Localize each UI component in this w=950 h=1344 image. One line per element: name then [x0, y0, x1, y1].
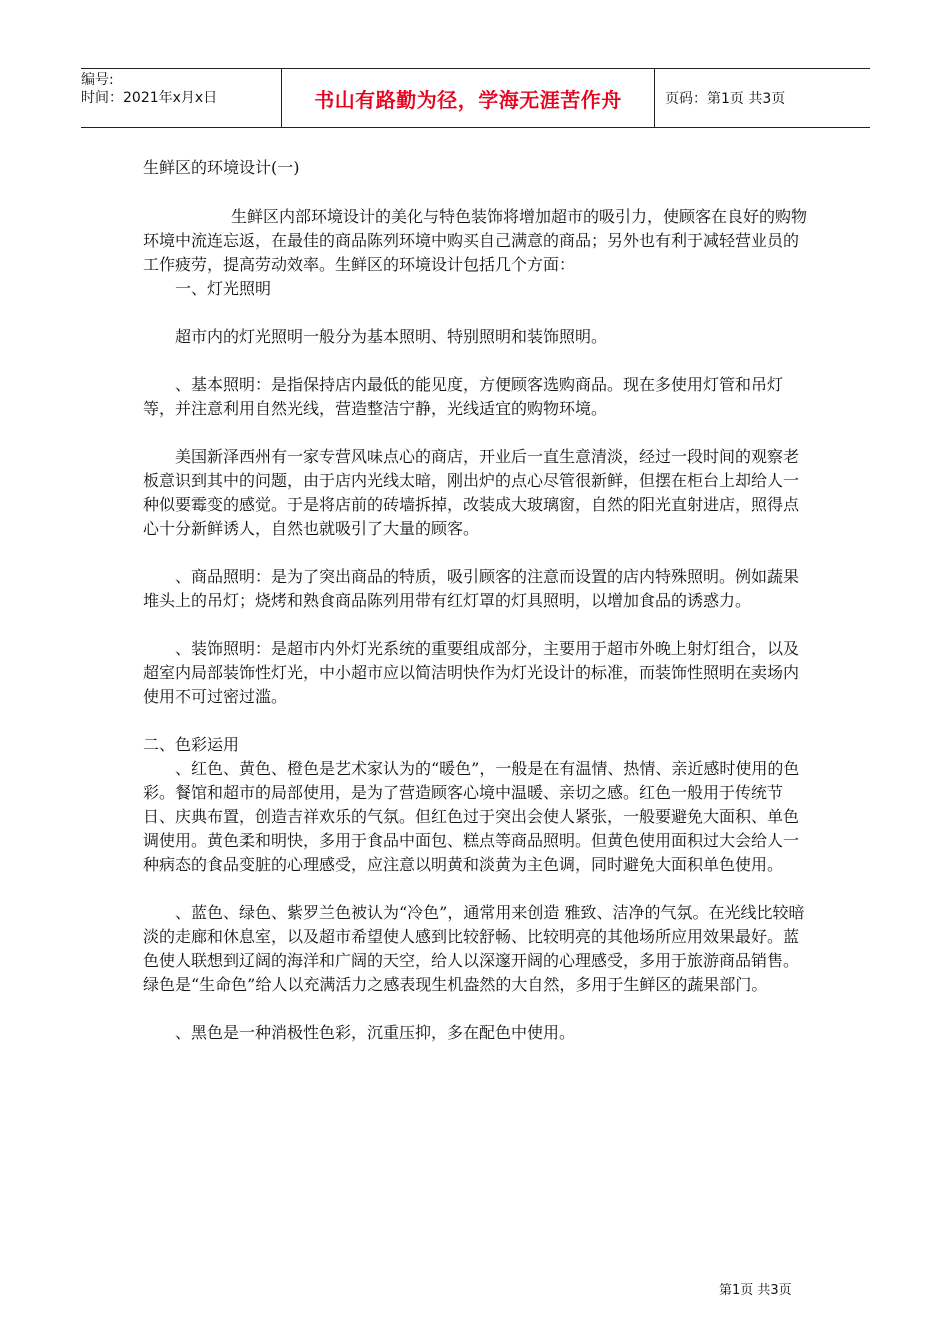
page-label: 页码：第1页 共3页 [665, 91, 786, 107]
document-title: 生鲜区的环境设计(一) [143, 158, 300, 177]
paragraph: 美国新泽西州有一家专营风味点心的商店，开业后一直生意清淡，经过一段时间的观察老板意识到其中的问题，由于店内光线太暗，刚出炉的点心尽管很新鲜，但摆在柜台上却给人一种似要霉变的感觉。于是将店前的砖墙拆掉，改装成大玻璃窗，自然的阳光直射进店，照得点心十分新鲜诱人，自然也就吸引了大量的顾客。 [143, 447, 800, 538]
header-page-cell [655, 69, 870, 127]
paragraph: 、黑色是一种消极性色彩，沉重压抑，多在配色中使用。 [175, 1023, 576, 1042]
paragraph: 、商品照明：是为了突出商品的特质，吸引顾客的注意而设置的店内特殊照明。例如蔬果堆头上的吊灯；烧烤和熟食商品陈列用带有红灯罩的灯具照明，以增加食品的诱惑力。 [143, 567, 800, 610]
header-motto-cell [281, 69, 655, 127]
section-heading-lighting: 一、灯光照明 [175, 279, 272, 298]
motto-text: 书山有路勤为径，学海无涯苦作舟 [314, 87, 622, 112]
paragraph: 、红色、黄色、橙色是艺术家认为的“暖色”，一般是在有温情、热情、亲近感时使用的色彩。餐馆和超市的局部使用，是为了营造顾客心境中温暖、亲切之感。红色一般用于传统节日、庆典布置，创造吉祥欢乐的气氛。但红色过于突出会使人紧张，一般要避免大面积、单色调使用。黄色柔和明快，多用于食品中面包、糕点等商品照明。但黄色使用面积过大会给人一种病态的食品变脏的心理感受，应注意以明黄和淡黄为主色调，同时避免大面积单色使用。 [143, 759, 800, 874]
page-footer: 第1页 共3页 [719, 1283, 792, 1298]
date-label: 时间：2021年x月x日 [81, 90, 218, 106]
header-meta [81, 69, 281, 127]
paragraph: 、装饰照明：是超市内外灯光系统的重要组成部分，主要用于超市外晚上射灯组合，以及超室内局部装饰性灯光，中小超市应以简洁明快作为灯光设计的标准，而装饰性照明在卖场内使用不可过密过滥。 [143, 639, 800, 706]
paragraph: 超市内的灯光照明一般分为基本照明、特别照明和装饰照明。 [175, 327, 608, 346]
section-heading-color: 二、色彩运用 [143, 735, 240, 754]
serial-label: 编号: [81, 72, 114, 88]
paragraph: 、基本照明：是指保持店内最低的能见度，方便顾客选购商品。现在多使用灯管和吊灯等，并注意利用自然光线，营造整洁宁静，光线适宜的购物环境。 [143, 375, 784, 418]
page-header [81, 68, 870, 128]
paragraph-intro: 生鲜区内部环境设计的美化与特色装饰将增加超市的吸引力，使顾客在良好的购物环境中流连忘返，在最佳的商品陈列环境中购买自己满意的商品；另外也有利于减轻营业员的工作疲劳，提高劳动效率。生鲜区的环境设计包括几个方面： [143, 207, 808, 274]
document-body [143, 205, 807, 1045]
paragraph: 、蓝色、绿色、紫罗兰色被认为“冷色”，通常用来创造 雅致、洁净的气氛。在光线比较暗淡的走廊和休息室，以及超市希望使人感到比较舒畅、比较明亮的其他场所应用效果最好。蓝色使人联想到辽阔的海洋和广阔的天空，给人以深邃开阔的心理感受，多用于旅游商品销售。绿色是“生命色”给人以充满活力之感表现生机盎然的大自然，多用于生鲜区的蔬果部门。 [143, 903, 805, 994]
